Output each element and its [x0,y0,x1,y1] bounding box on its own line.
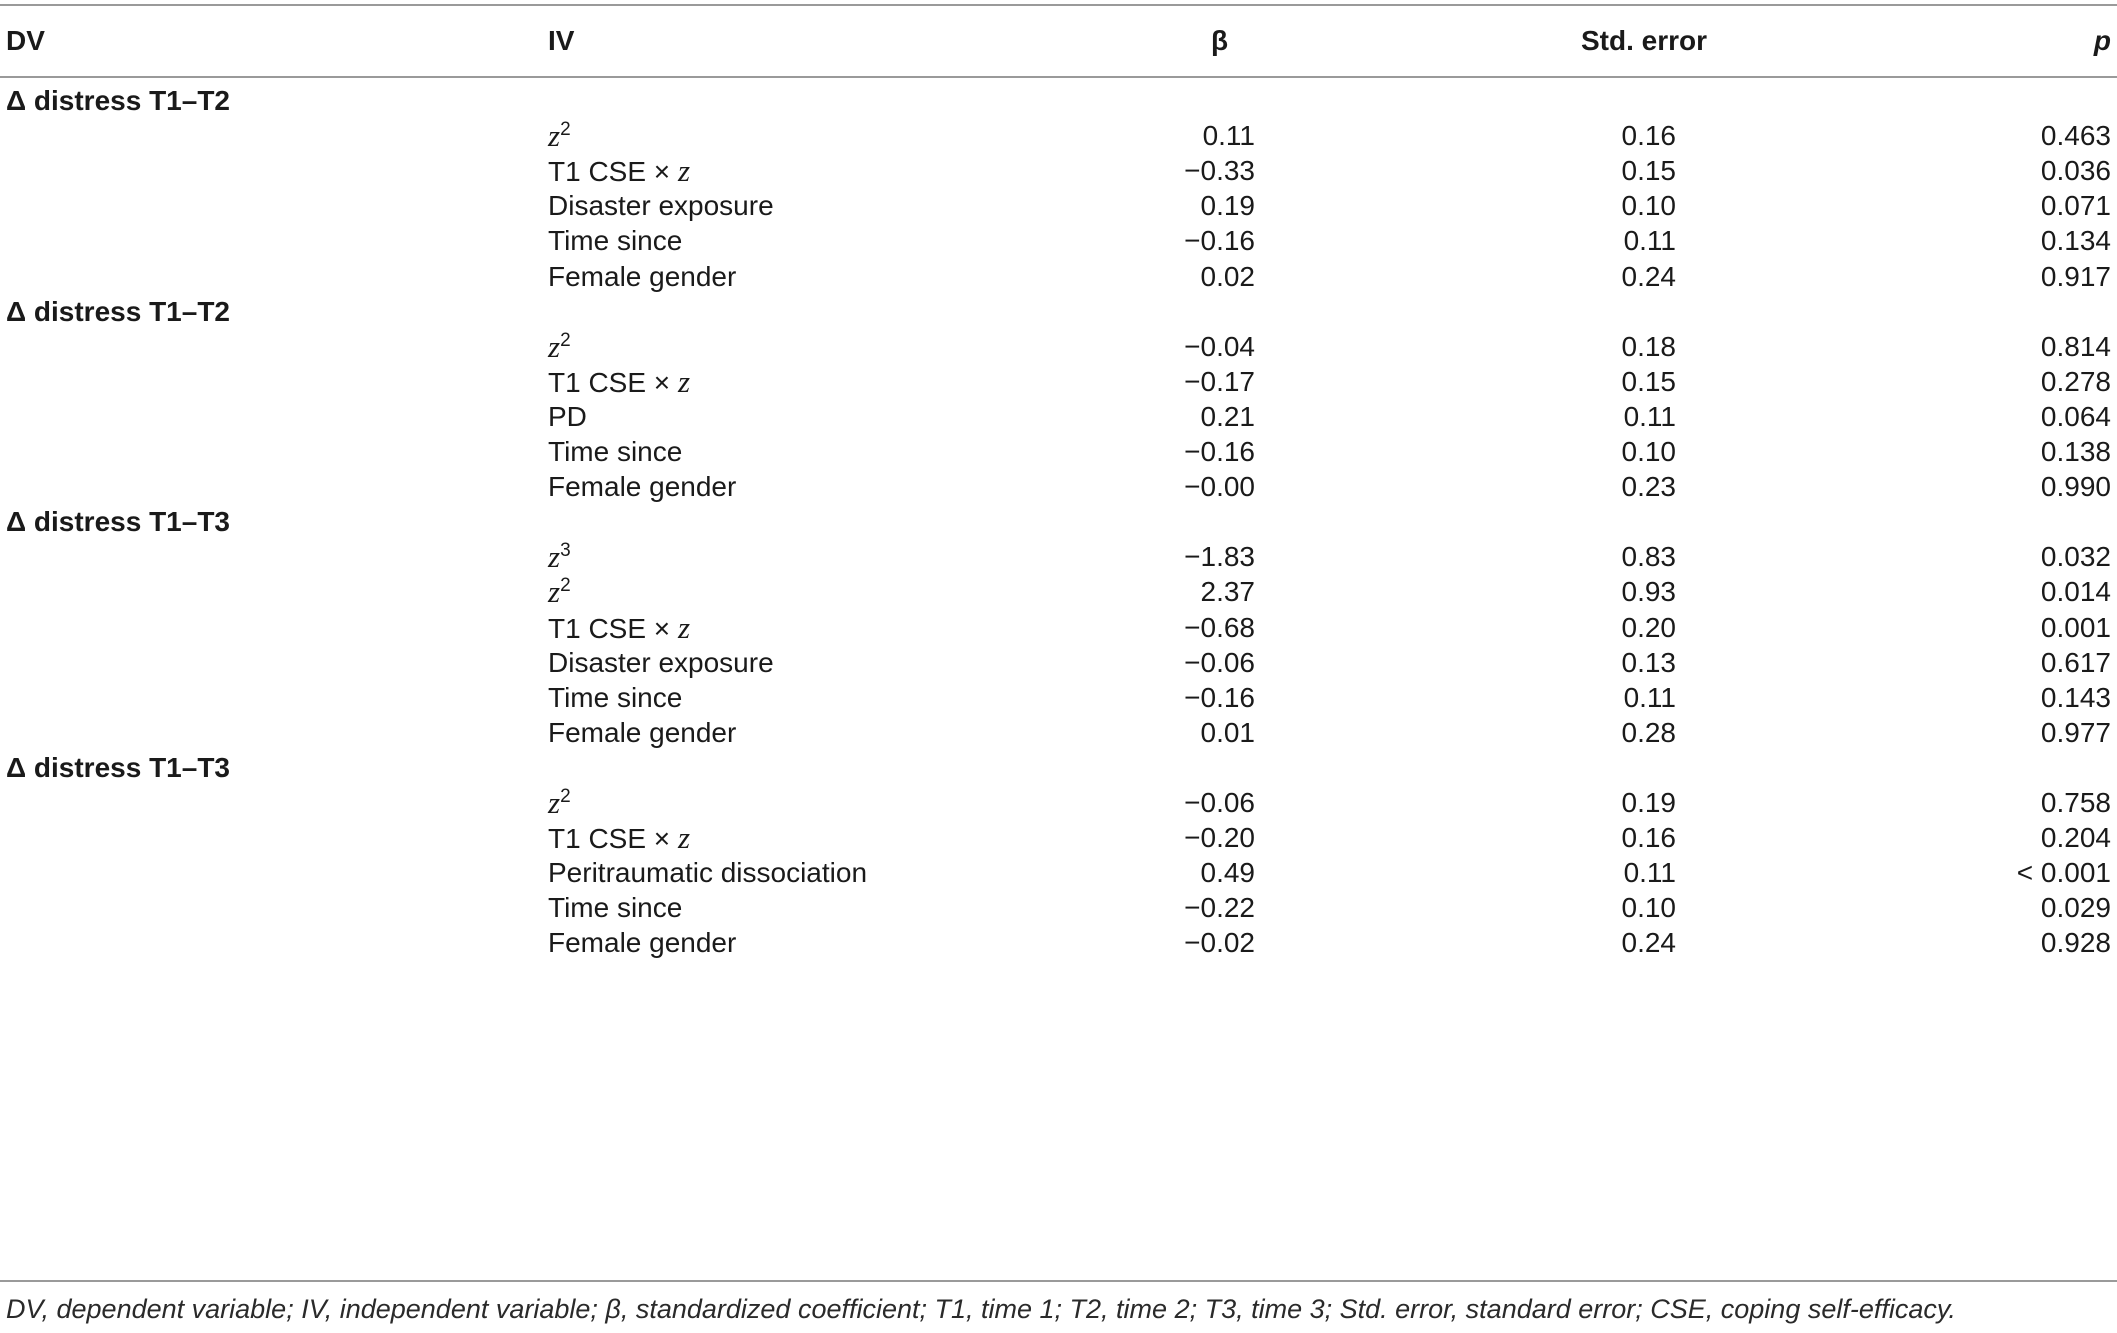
iv-exponent: 2 [560,575,571,597]
std-error-cell: 0.19 [1621,787,1676,818]
iv-label: T1 CSE × [548,156,678,188]
std-error-cell: 0.11 [1623,681,1676,713]
table-row [0,919,2117,966]
table-top-rule [0,4,2117,6]
beta-cell: −0.06 [1184,787,1255,818]
p-cell: 0.001 [2040,611,2111,643]
beta-cell: −0.02 [1184,927,1255,959]
beta-cell: 0.21 [1200,400,1255,432]
beta-cell: −0.16 [1184,681,1255,713]
p-cell: 0.064 [2040,400,2111,432]
std-error-cell: 0.13 [1621,646,1676,678]
iv-label: T1 CSE × [548,612,678,644]
header-p: p [2093,25,2111,56]
p-cell: < 0.001 [2016,857,2111,889]
p-cell: 0.917 [2040,260,2111,292]
header-beta: β [1211,25,1229,56]
iv-label: PD [548,400,587,432]
iv-variable: z [548,574,561,610]
beta-cell: −0.16 [1184,225,1255,257]
beta-cell: −0.00 [1184,471,1255,503]
beta-cell: −0.22 [1184,892,1255,924]
std-error-cell: 0.20 [1621,611,1676,643]
beta-cell: −1.83 [1184,541,1255,573]
iv-variable: z [548,539,561,575]
iv-variable: z [548,328,561,364]
p-cell: 0.928 [2040,927,2111,959]
iv-label: Female gender [548,716,737,748]
std-error-cell: 0.28 [1621,716,1676,748]
p-cell: 0.990 [2040,471,2111,503]
beta-cell: −0.17 [1184,365,1255,397]
p-cell: 0.204 [2040,822,2111,854]
header-dv: DV [6,25,45,56]
p-cell: 0.134 [2040,225,2111,257]
beta-cell: −0.68 [1184,611,1255,643]
beta-cell: 0.02 [1200,260,1255,292]
table-bottom-rule [0,1280,2117,1282]
header-std-error: Std. error [1581,25,1708,56]
group-title: Δ distress T1–T3 [6,506,230,538]
std-error-cell: 0.18 [1621,330,1676,362]
std-error-cell: 0.11 [1623,400,1676,432]
beta-cell: 0.01 [1200,716,1255,748]
iv-label: Peritraumatic dissociation [548,857,868,889]
iv-label: Disaster exposure [548,190,774,222]
iv-label: T1 CSE × [548,366,678,398]
iv-variable: z [548,118,561,154]
iv-cell [548,919,736,966]
iv-label: Time since [548,681,683,713]
std-error-cell: 0.10 [1621,190,1676,222]
iv-label: Female gender [548,260,737,292]
std-error-cell: 0.10 [1621,436,1676,467]
std-error-cell: 0.93 [1621,576,1676,608]
iv-variable: z [677,820,691,856]
iv-exponent: 2 [560,329,571,351]
p-cell: 0.029 [2040,892,2111,924]
p-cell: 0.143 [2040,681,2111,713]
iv-label: Female gender [548,471,737,503]
std-error-cell: 0.15 [1621,365,1676,397]
iv-label: Time since [548,225,683,257]
iv-label: Female gender [548,927,737,959]
std-error-cell: 0.24 [1621,927,1676,959]
iv-label: T1 CSE × [548,823,678,855]
iv-label: Disaster exposure [548,646,774,678]
iv-label: Time since [548,436,683,467]
std-error-cell: 0.83 [1621,541,1676,573]
group-title: Δ distress T1–T2 [6,85,230,116]
iv-exponent: 3 [560,540,571,562]
beta-cell: 0.49 [1200,857,1255,889]
p-cell: 0.071 [2040,190,2111,222]
beta-cell: −0.16 [1184,436,1255,467]
p-cell: 0.758 [2040,787,2111,818]
p-cell: 0.814 [2040,330,2111,362]
p-cell: 0.032 [2040,541,2111,573]
p-cell: 0.036 [2040,155,2111,187]
std-error-cell: 0.23 [1621,471,1676,503]
beta-cell: −0.04 [1184,330,1255,362]
iv-variable: z [677,363,691,399]
header-iv: IV [548,25,575,56]
beta-cell: 0.11 [1202,120,1255,152]
iv-variable: z [677,609,691,645]
beta-cell: −0.06 [1184,646,1255,678]
p-cell: 0.278 [2040,365,2111,397]
group-title: Δ distress T1–T2 [6,295,230,327]
iv-variable: z [548,785,561,820]
beta-cell: 2.37 [1200,576,1255,608]
iv-variable: z [677,153,691,189]
iv-exponent: 2 [560,786,571,807]
std-error-cell: 0.10 [1621,892,1676,924]
p-cell: 0.138 [2040,436,2111,467]
beta-cell: −0.20 [1184,822,1255,854]
std-error-cell: 0.15 [1621,155,1676,187]
iv-label: Time since [548,892,683,924]
p-cell: 0.014 [2040,576,2111,608]
std-error-cell: 0.11 [1623,225,1676,257]
beta-cell: −0.33 [1184,155,1255,187]
p-cell: 0.463 [2040,120,2111,152]
iv-exponent: 2 [560,119,571,141]
std-error-cell: 0.24 [1621,260,1676,292]
table-footnote: DV, dependent variable; IV, independent variable; β, standardized coefficient; T1, time 1; T2, time 2; T3, time 3; Std. error, standard error; CSE, coping self-efficacy. [6,1294,1956,1324]
std-error-cell: 0.16 [1621,120,1676,152]
group-title: Δ distress T1–T3 [6,751,230,783]
table-header-row [0,17,2117,64]
std-error-cell: 0.16 [1621,822,1676,854]
std-error-cell: 0.11 [1623,857,1676,889]
beta-cell: 0.19 [1200,190,1255,222]
p-cell: 0.977 [2040,716,2111,748]
p-cell: 0.617 [2040,646,2111,678]
